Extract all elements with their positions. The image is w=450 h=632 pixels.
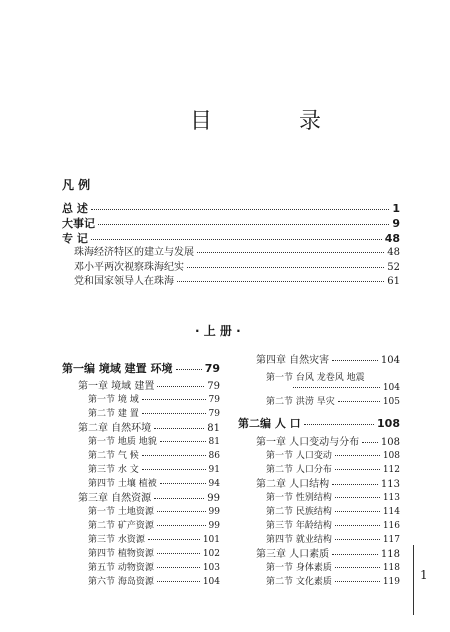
toc-entry-page: 118 xyxy=(382,563,400,573)
leader-dots xyxy=(177,281,384,282)
leader-dots xyxy=(157,581,200,582)
toc-entry-label: 第一节 性别结构 xyxy=(266,493,332,503)
toc-entry-page: 103 xyxy=(202,563,220,573)
toc-section[interactable] xyxy=(88,438,220,447)
leader-dots xyxy=(335,497,380,498)
toc-entry-label: 大事记 xyxy=(62,217,95,230)
toc-entry-page: 79 xyxy=(208,395,220,405)
toc-entry-label: 邓小平两次视察珠海纪实 xyxy=(74,262,184,273)
leader-dots xyxy=(98,224,389,225)
toc-entry-label: 第三节 水 文 xyxy=(88,465,139,475)
leader-dots xyxy=(293,387,380,388)
toc-section[interactable] xyxy=(266,564,400,573)
toc-section[interactable] xyxy=(88,466,220,475)
page-title: 目 录 xyxy=(190,109,361,134)
toc-entry-page: 99 xyxy=(207,493,220,504)
leader-dots xyxy=(362,442,378,443)
toc-entry-label: 第一章 境域 建置 xyxy=(78,381,155,392)
toc-entry-label: 第六节 海岛资源 xyxy=(88,577,154,587)
leader-dots xyxy=(160,441,206,442)
toc-section[interactable] xyxy=(266,466,400,475)
toc-entry-label: 第三节 水资源 xyxy=(88,535,145,545)
toc-chapter[interactable] xyxy=(256,356,400,366)
toc-part[interactable] xyxy=(238,418,400,429)
toc-entry-label: 珠海经济特区的建立与发展 xyxy=(74,247,194,258)
toc-section[interactable] xyxy=(266,522,400,531)
toc-chapter[interactable] xyxy=(78,424,220,434)
leader-dots xyxy=(157,525,206,526)
toc-entry-page: 79 xyxy=(204,362,220,375)
toc-part[interactable] xyxy=(62,363,220,374)
toc-entry-page: 113 xyxy=(382,493,400,503)
toc-entry-label: 第三章 人口素质 xyxy=(256,549,330,560)
toc-entry-page: 118 xyxy=(380,549,400,560)
toc-section[interactable] xyxy=(266,398,400,407)
leader-dots xyxy=(332,554,378,555)
toc-entry-label: 第五节 动物资源 xyxy=(88,563,154,573)
toc-entry-label: 第二节 文化素质 xyxy=(266,577,332,587)
leader-dots xyxy=(157,511,206,512)
toc-entry-page: 61 xyxy=(387,276,400,287)
leader-dots xyxy=(332,360,378,361)
toc-entry-page: 104 xyxy=(382,383,400,393)
toc-section[interactable] xyxy=(88,522,220,531)
toc-section[interactable] xyxy=(88,480,220,489)
toc-entry-page: 79 xyxy=(207,381,220,392)
toc-chapter[interactable] xyxy=(78,494,220,504)
leader-dots xyxy=(148,539,200,540)
leader-dots xyxy=(335,581,380,582)
leader-dots xyxy=(157,386,204,387)
toc-section-continuation[interactable] xyxy=(290,384,400,393)
leader-dots xyxy=(335,525,380,526)
toc-entry-label: 第一章 人口变动与分布 xyxy=(256,437,360,448)
toc-chapter[interactable] xyxy=(256,550,400,560)
toc-entry-label: 第三章 自然资源 xyxy=(78,493,152,504)
toc-section[interactable] xyxy=(88,508,220,517)
page-edge-rule xyxy=(413,545,414,615)
toc-entry-page: 1 xyxy=(392,202,400,215)
toc-entry-page: 81 xyxy=(207,423,220,434)
leader-dots xyxy=(142,399,206,400)
toc-entry-page: 52 xyxy=(387,262,400,273)
toc-section[interactable] xyxy=(266,508,400,517)
toc-entry-zhuanji-2[interactable] xyxy=(74,263,400,273)
toc-section[interactable] xyxy=(266,494,400,503)
toc-entry-page: 99 xyxy=(208,507,220,517)
toc-entry-label: 第三节 年龄结构 xyxy=(266,521,332,531)
page-number: 1 xyxy=(420,568,428,582)
toc-entry-page: 104 xyxy=(380,355,400,366)
toc-entry-page: 79 xyxy=(208,409,220,419)
toc-section[interactable] xyxy=(88,396,220,405)
leader-dots xyxy=(91,209,390,210)
toc-entry-label: 第四章 自然灾害 xyxy=(256,355,330,366)
leader-dots xyxy=(176,369,202,370)
toc-entry-label: 专 记 xyxy=(62,232,88,245)
toc-entry-zhuanji-3[interactable] xyxy=(74,277,400,287)
leader-dots xyxy=(335,511,380,512)
toc-entry-page: 105 xyxy=(382,397,400,407)
leader-dots xyxy=(142,455,206,456)
toc-entry-label: 第一节 土地资源 xyxy=(88,507,154,517)
toc-entry-label: 第二章 自然环境 xyxy=(78,423,152,434)
toc-entry-page: 104 xyxy=(202,577,220,587)
leader-dots xyxy=(197,252,384,253)
leader-dots xyxy=(338,401,380,402)
toc-entry-label: 第四节 土壤 植被 xyxy=(88,479,157,489)
leader-dots xyxy=(335,455,380,456)
toc-section[interactable] xyxy=(266,452,400,461)
toc-entry-zongshu[interactable] xyxy=(62,203,400,214)
toc-entry-label: 第四节 就业结构 xyxy=(266,535,332,545)
toc-entry-page: 113 xyxy=(380,479,400,490)
toc-chapter[interactable] xyxy=(78,382,220,392)
toc-entry-label: 第二节 人口分布 xyxy=(266,465,332,475)
toc-entry-label: 第二节 民族结构 xyxy=(266,507,332,517)
toc-entry-label: 第二节 矿产资源 xyxy=(88,521,154,531)
toc-entry-label: 第一编 境域 建置 环境 xyxy=(62,362,173,375)
toc-entry-page: 81 xyxy=(208,437,220,447)
toc-entry-label: 总 述 xyxy=(62,202,88,215)
leader-dots xyxy=(335,469,380,470)
toc-section-label[interactable]: 第一节 台风 龙卷风 地震 xyxy=(266,373,365,383)
leader-dots xyxy=(335,567,380,568)
toc-entry-page: 119 xyxy=(382,577,400,587)
leader-dots xyxy=(142,413,206,414)
toc-entry-page: 108 xyxy=(382,451,400,461)
toc-section[interactable] xyxy=(88,452,220,461)
leader-dots xyxy=(160,483,206,484)
toc-section[interactable] xyxy=(266,578,400,587)
toc-entry-page: 108 xyxy=(377,417,400,430)
toc-section[interactable] xyxy=(88,536,220,545)
leader-dots xyxy=(187,267,384,268)
leader-dots xyxy=(154,428,204,429)
toc-entry-label: 第二章 人口结构 xyxy=(256,479,330,490)
toc-entry-page: 117 xyxy=(382,535,400,545)
toc-chapter[interactable] xyxy=(256,480,400,490)
leader-dots xyxy=(142,469,206,470)
toc-section[interactable] xyxy=(266,536,400,545)
fanli-heading: 凡 例 xyxy=(62,178,91,192)
toc-entry-label: 第二节 气 候 xyxy=(88,451,139,461)
toc-entry-page: 86 xyxy=(208,451,220,461)
toc-entry-page: 48 xyxy=(384,232,400,245)
leader-dots xyxy=(304,424,374,425)
toc-entry-page: 102 xyxy=(202,549,220,559)
toc-entry-label: 第一节 人口变动 xyxy=(266,451,332,461)
toc-entry-page: 114 xyxy=(382,507,400,517)
toc-entry-dashiji[interactable] xyxy=(62,218,400,229)
toc-section[interactable] xyxy=(88,410,220,419)
toc-entry-label: 第二节 建 置 xyxy=(88,409,139,419)
toc-entry-label: 党和国家领导人在珠海 xyxy=(74,276,174,287)
toc-entry-page: 101 xyxy=(202,535,220,545)
toc-section[interactable] xyxy=(88,578,220,587)
toc-entry-page: 94 xyxy=(208,479,220,489)
toc-entry-zhuanji[interactable] xyxy=(62,233,400,244)
toc-entry-page: 48 xyxy=(387,247,400,258)
toc-entry-label: 第一节 地质 地貌 xyxy=(88,437,157,447)
toc-entry-label: 第一节 境 域 xyxy=(88,395,139,405)
toc-entry-label: 第一节 身体素质 xyxy=(266,563,332,573)
toc-entry-label: 第四节 植物资源 xyxy=(88,549,154,559)
toc-entry-label: 第二节 洪涝 旱灾 xyxy=(266,397,335,407)
toc-entry-page: 9 xyxy=(392,217,400,230)
leader-dots xyxy=(157,567,200,568)
toc-entry-label: 第二编 人 口 xyxy=(238,417,301,430)
leader-dots xyxy=(335,539,380,540)
toc-entry-page: 116 xyxy=(382,521,400,531)
leader-dots xyxy=(91,239,382,240)
toc-section[interactable] xyxy=(88,564,220,573)
leader-dots xyxy=(332,484,378,485)
toc-entry-page: 99 xyxy=(208,521,220,531)
leader-dots xyxy=(154,498,204,499)
toc-section[interactable] xyxy=(88,550,220,559)
toc-entry-page: 91 xyxy=(208,465,220,475)
toc-chapter[interactable] xyxy=(256,438,400,448)
toc-entry-zhuanji-1[interactable] xyxy=(74,248,400,258)
toc-entry-page: 108 xyxy=(380,437,400,448)
volume-heading: · 上 册 · xyxy=(195,324,241,338)
toc-entry-page: 112 xyxy=(382,465,400,475)
leader-dots xyxy=(157,553,200,554)
